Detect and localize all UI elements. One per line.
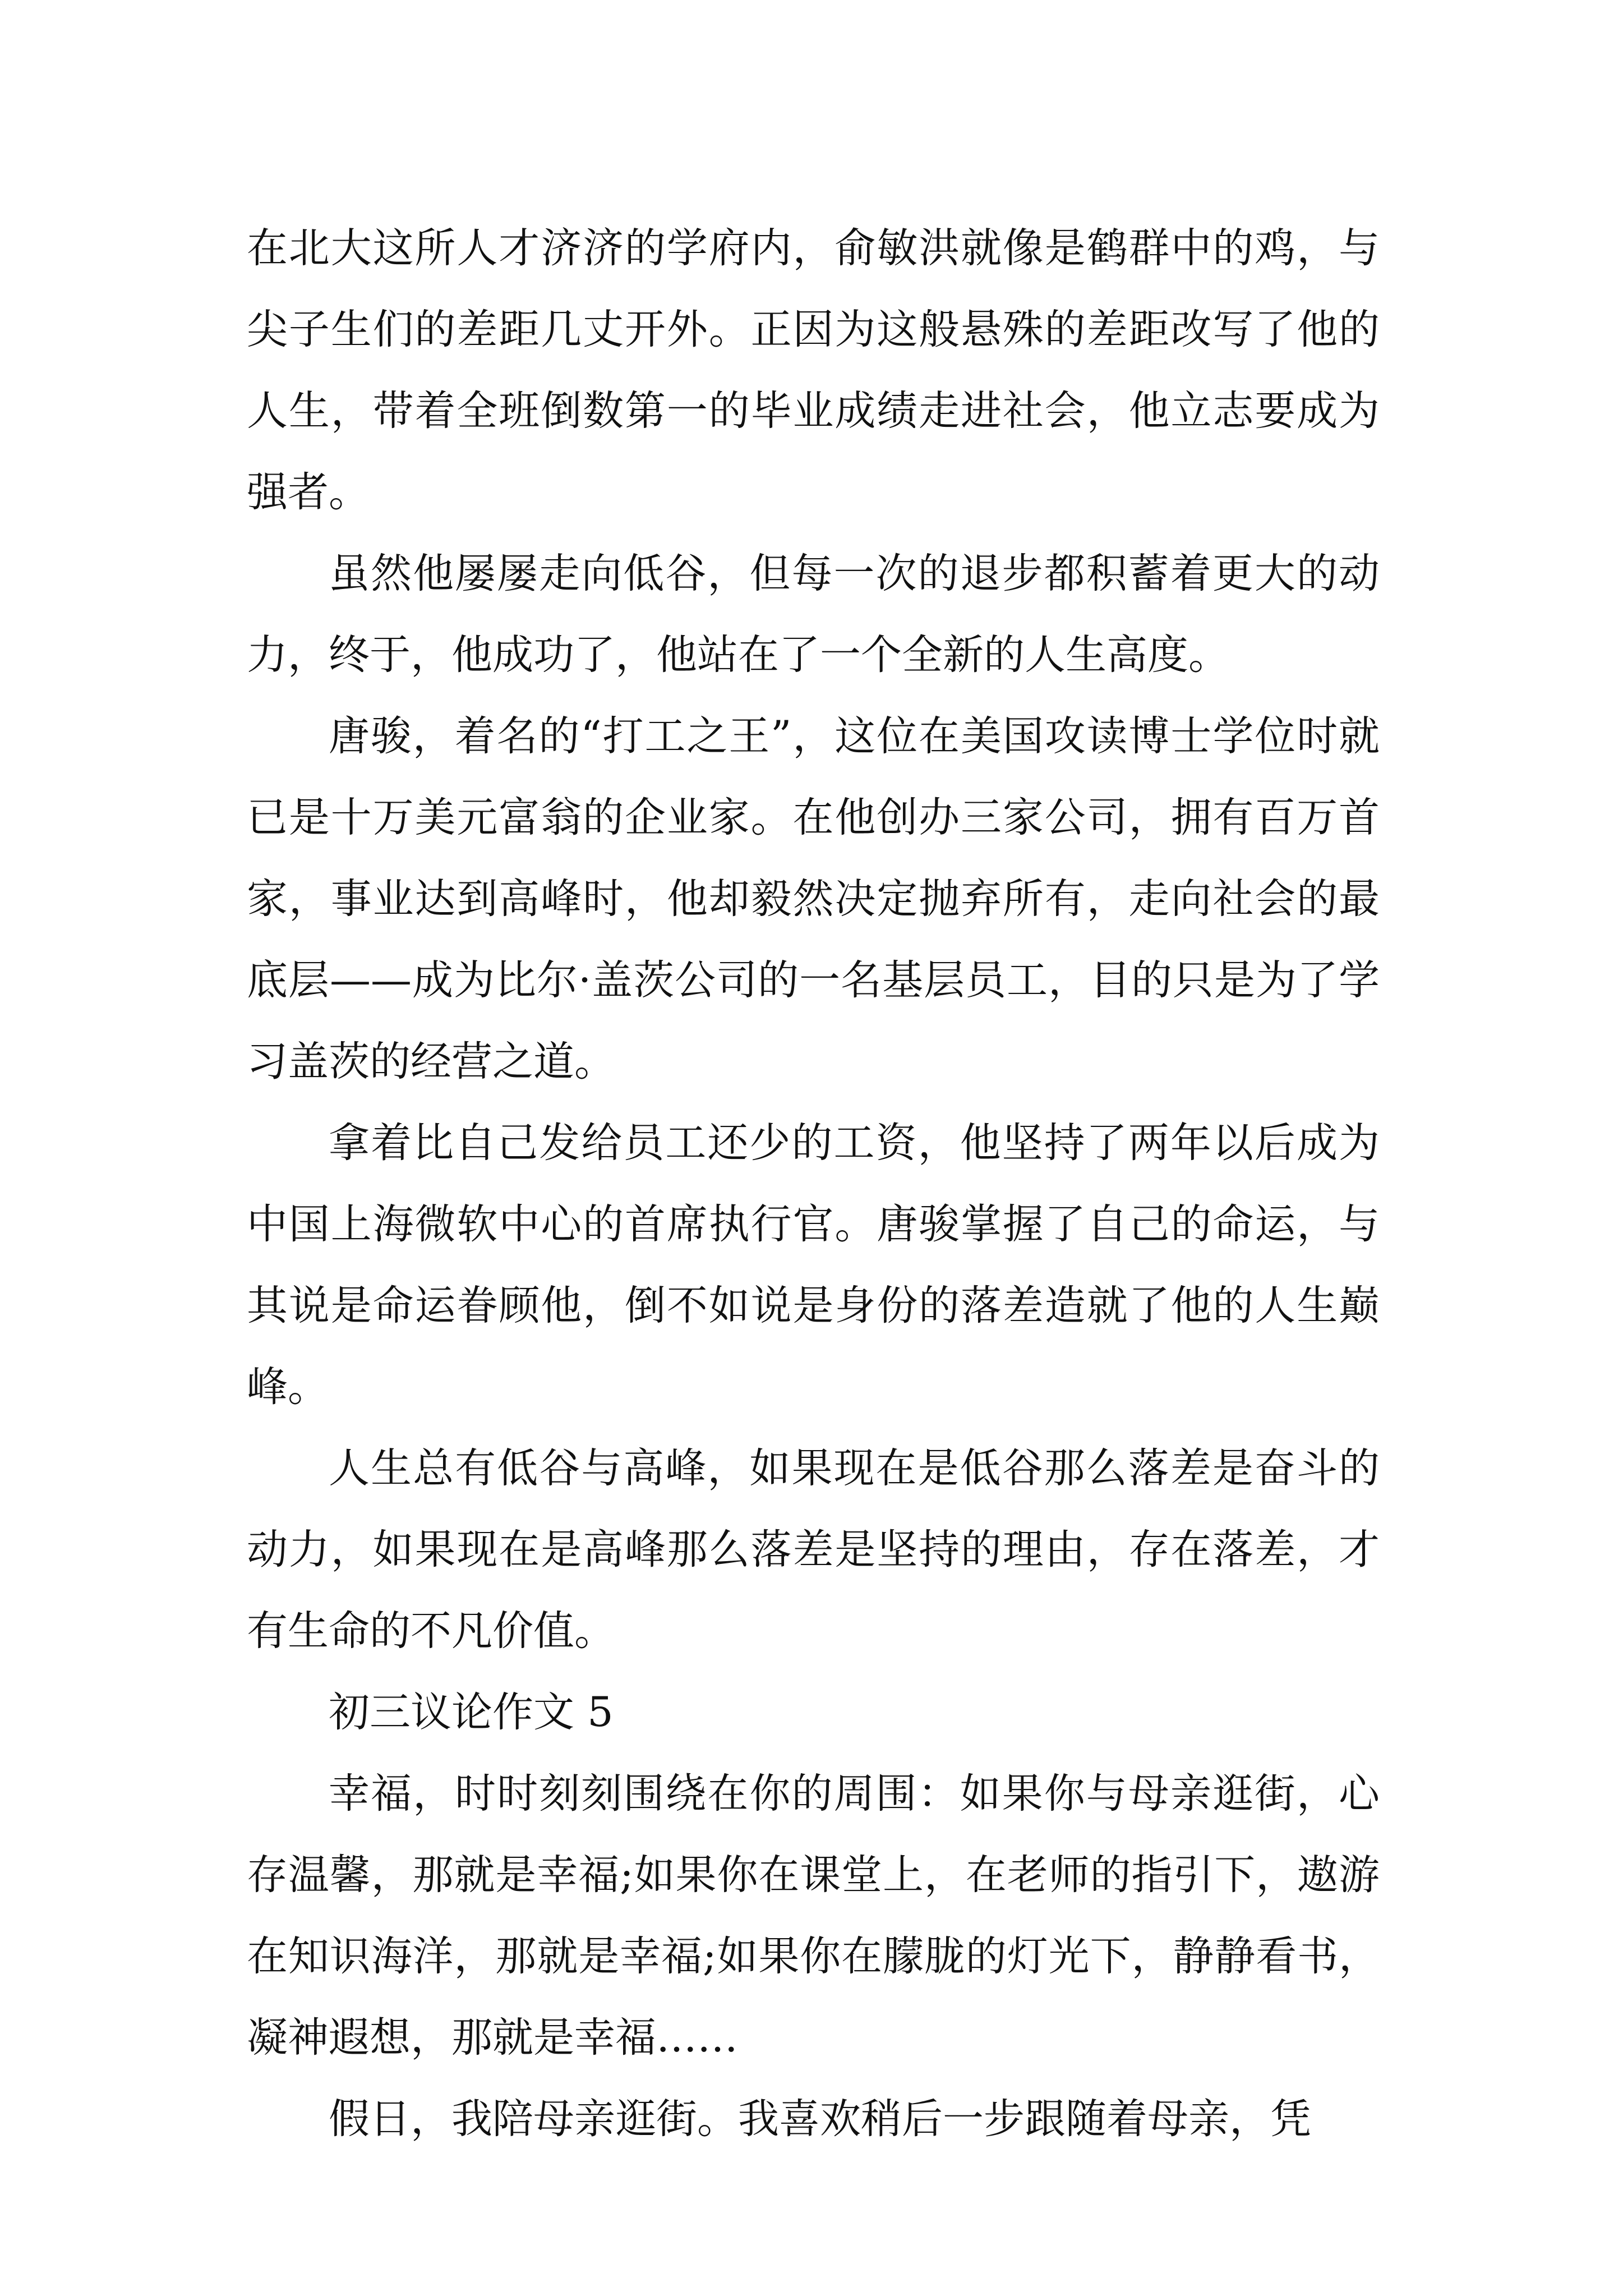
paragraph-yu-minhong: 在北大这所人才济济的学府内，俞敏洪就像是鹤群中的鸡，与尖子生们的差距几丈开外。正因为这般悬殊的差距改写了他的人生，带着全班倒数第一的毕业成绩走进社会，他立志要成为强者。 bbox=[247, 224, 1380, 516]
essay-heading: 初三议论作文 5 bbox=[329, 1688, 614, 1736]
document-page bbox=[247, 208, 1380, 2160]
paragraph-low-point: 虽然他屡屡走向低谷，但每一次的退步都积蓄着更大的动力，终于，他成功了，他站在了一个全新的人生高度。 bbox=[247, 550, 1380, 679]
paragraph-conclusion: 人生总有低谷与高峰，如果现在是低谷那么落差是奋斗的动力，如果现在是高峰那么落差是坚持的理由，存在落差，才有生命的不凡价值。 bbox=[247, 1444, 1380, 1655]
paragraph-microsoft: 拿着比自己发给员工还少的工资，他坚持了两年以后成为中国上海微软中心的首席执行官。唐骏掌握了自己的命运，与其说是命运眷顾他，倒不如说是身份的落差造就了他的人生巅峰。 bbox=[247, 1119, 1380, 1411]
paragraph-happiness: 幸福，时时刻刻围绕在你的周围：如果你与母亲逛街，心存温馨，那就是幸福;如果你在课堂上，在老师的指引下，遨游在知识海洋，那就是幸福;如果你在朦胧的灯光下，静静看书，凝神遐想，那就是幸福…… bbox=[247, 1770, 1380, 2062]
paragraph-shopping: 假日，我陪母亲逛街。我喜欢稍后一步跟随着母亲，凭 bbox=[329, 2095, 1311, 2143]
paragraph-tang-jun: 唐骏，着名的“打工之王”，这位在美国攻读博士学位时就已是十万美元富翁的企业家。在他创办三家公司，拥有百万首家，事业达到高峰时，他却毅然决定抛弃所有，走向社会的最底层——成为比尔·盖茨公司的一名基层员工，目的只是为了学习盖茨的经营之道。 bbox=[247, 712, 1380, 1085]
